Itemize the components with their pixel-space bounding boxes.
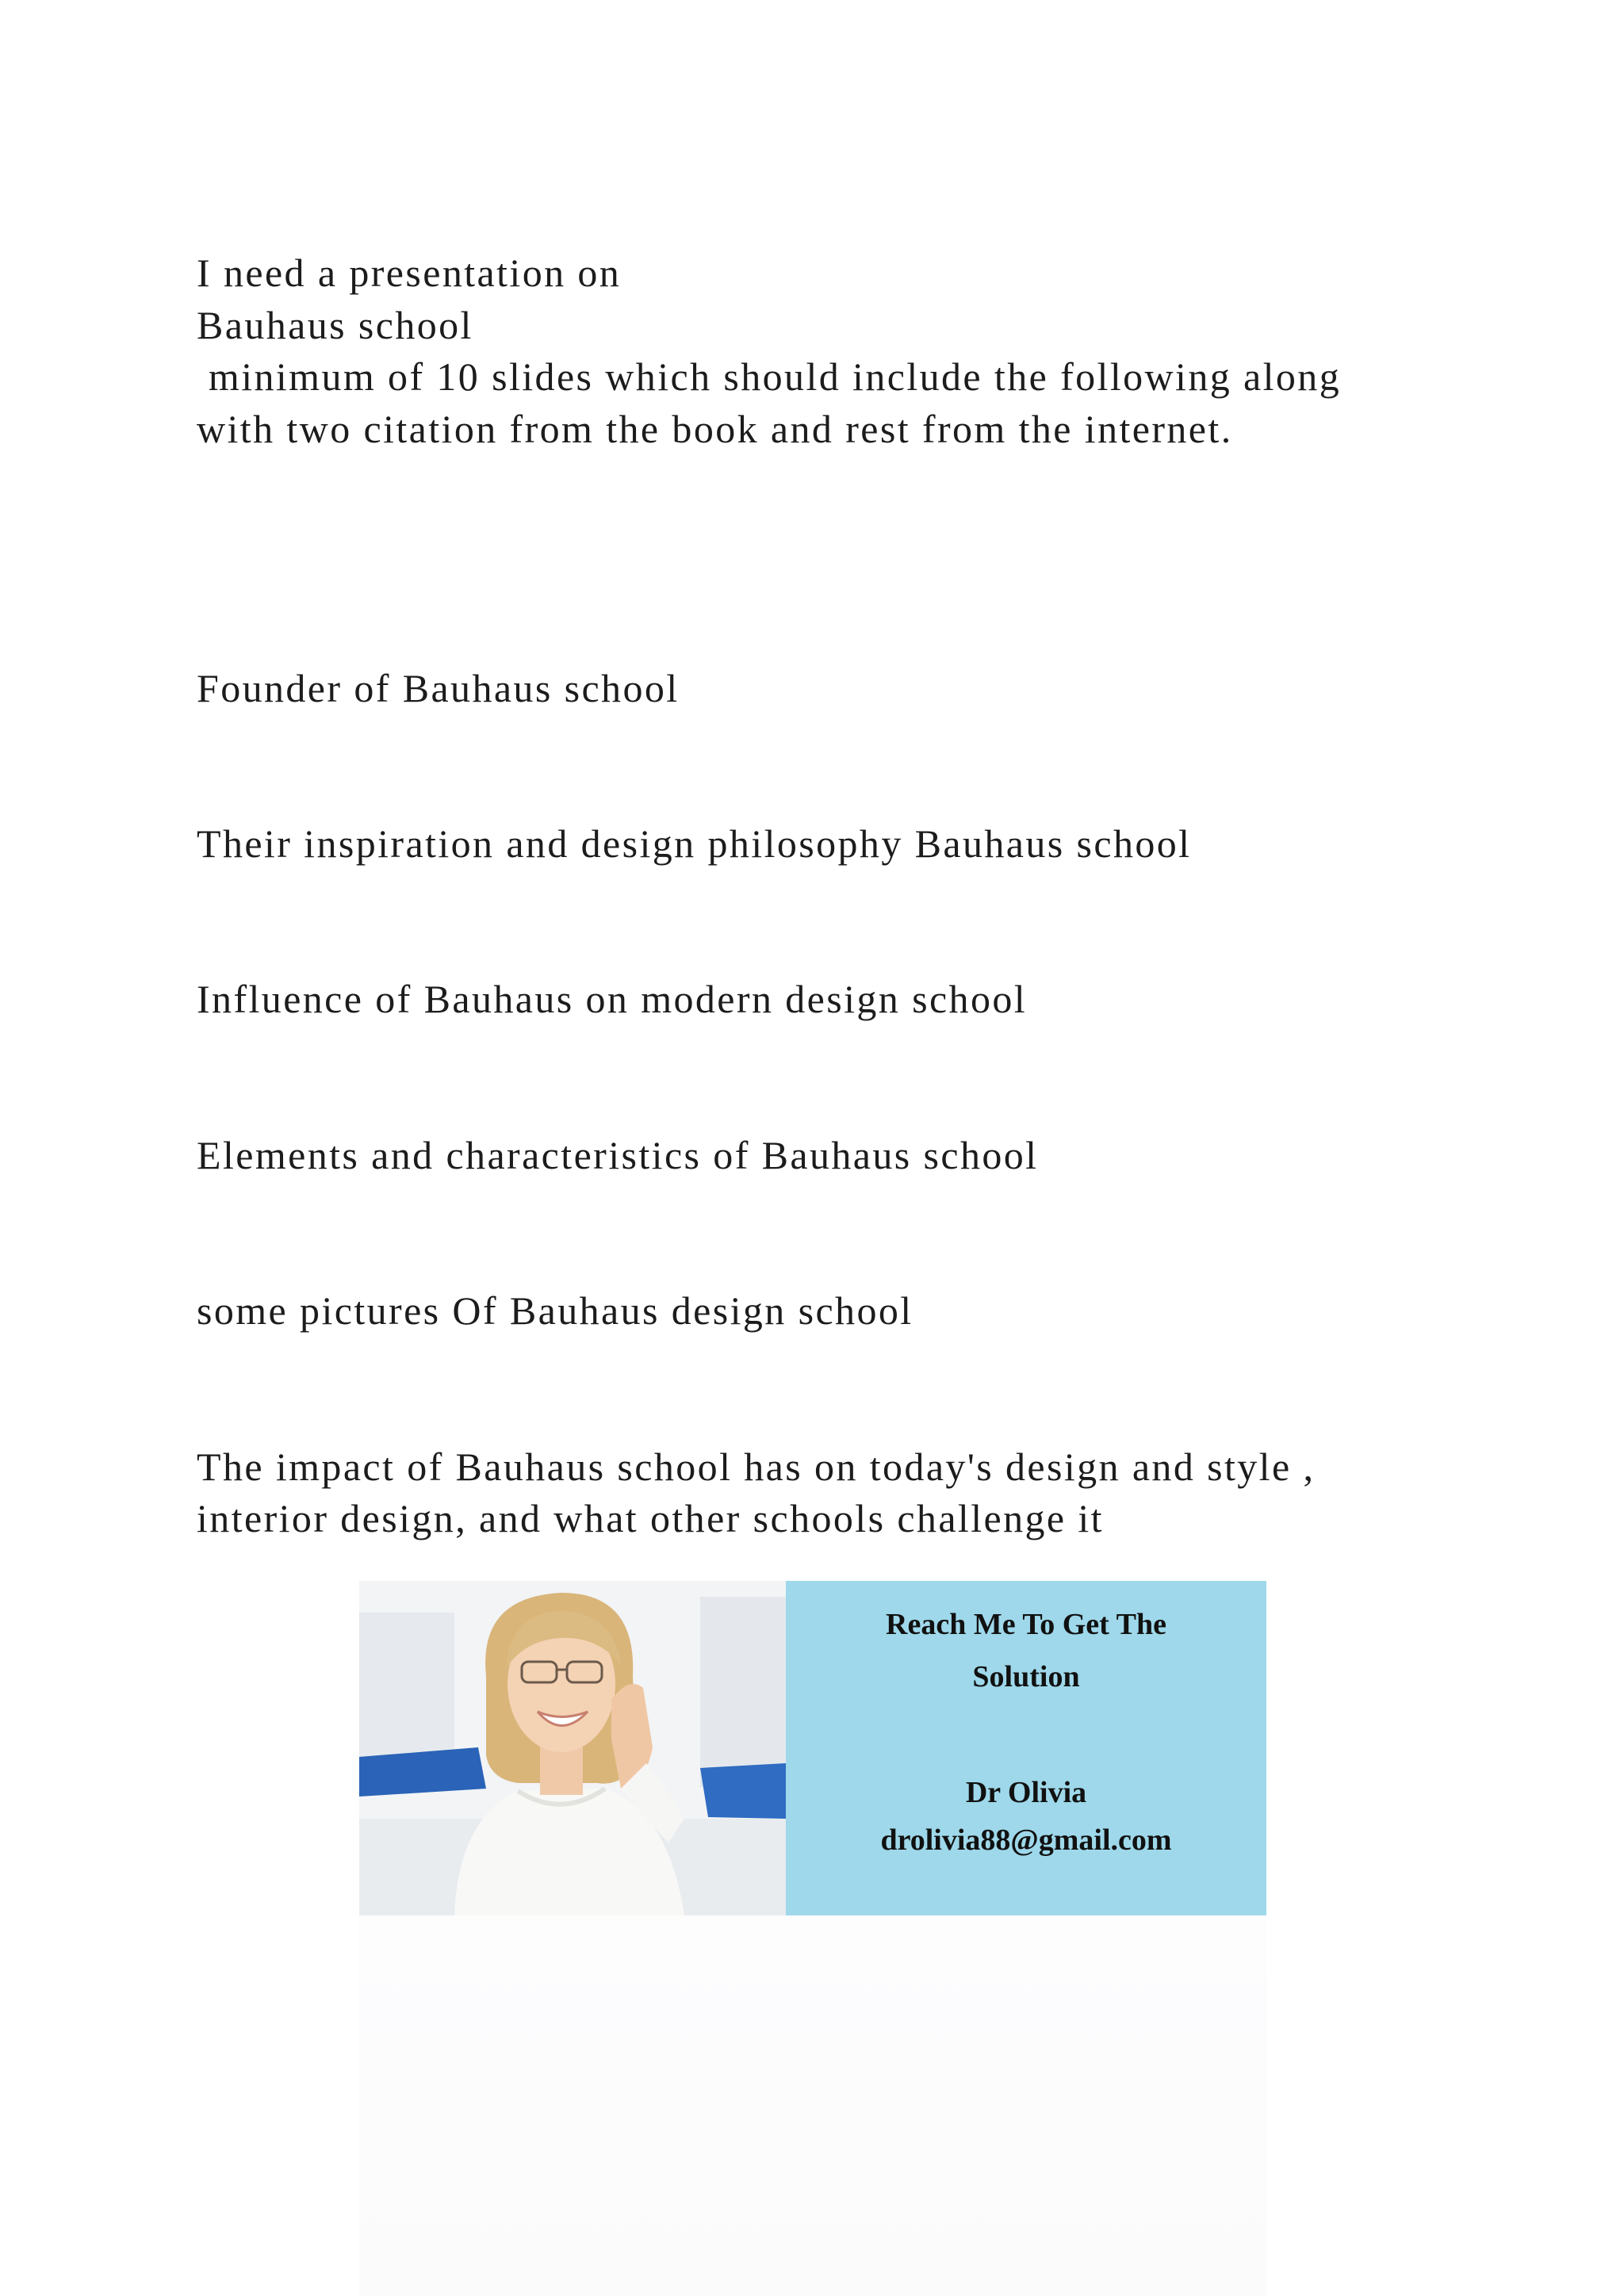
banner-contact-panel (786, 1581, 1266, 1915)
intro-line-4: with two citation from the book and rest from the internet. (197, 407, 1233, 451)
intro-line-2: Bauhaus school (197, 303, 473, 347)
topic-inspiration: Their inspiration and design philosophy Bauhaus school (197, 821, 1192, 866)
intro-line-1: I need a presentation on (197, 251, 622, 295)
banner-headline-line2: Solution (972, 1660, 1080, 1693)
topic-founder: Founder of Bauhaus school (197, 666, 680, 710)
intro-line-3: minimum of 10 slides which should include the following along (197, 354, 1342, 399)
closing-line-1: The impact of Bauhaus school has on today's design and style , (197, 1445, 1316, 1489)
topic-pictures: some pictures Of Bauhaus design school (197, 1288, 914, 1333)
topic-elements: Elements and characteristics of Bauhaus school (197, 1133, 1039, 1177)
banner-contact-email[interactable]: drolivia88@gmail.com (880, 1823, 1172, 1857)
topic-influence: Influence of Bauhaus on modern design school (197, 977, 1028, 1021)
banner-headline-line1: Reach Me To Get The (886, 1608, 1166, 1641)
banner-shadow-area (359, 1915, 1266, 2296)
contact-banner[interactable] (359, 1581, 1266, 1915)
closing-line-2: interior design, and what other schools challenge it (197, 1496, 1104, 1540)
banner-photo (359, 1581, 786, 1915)
banner-contact-name: Dr Olivia (965, 1776, 1087, 1809)
woman-portrait-illustration (359, 1581, 786, 1915)
